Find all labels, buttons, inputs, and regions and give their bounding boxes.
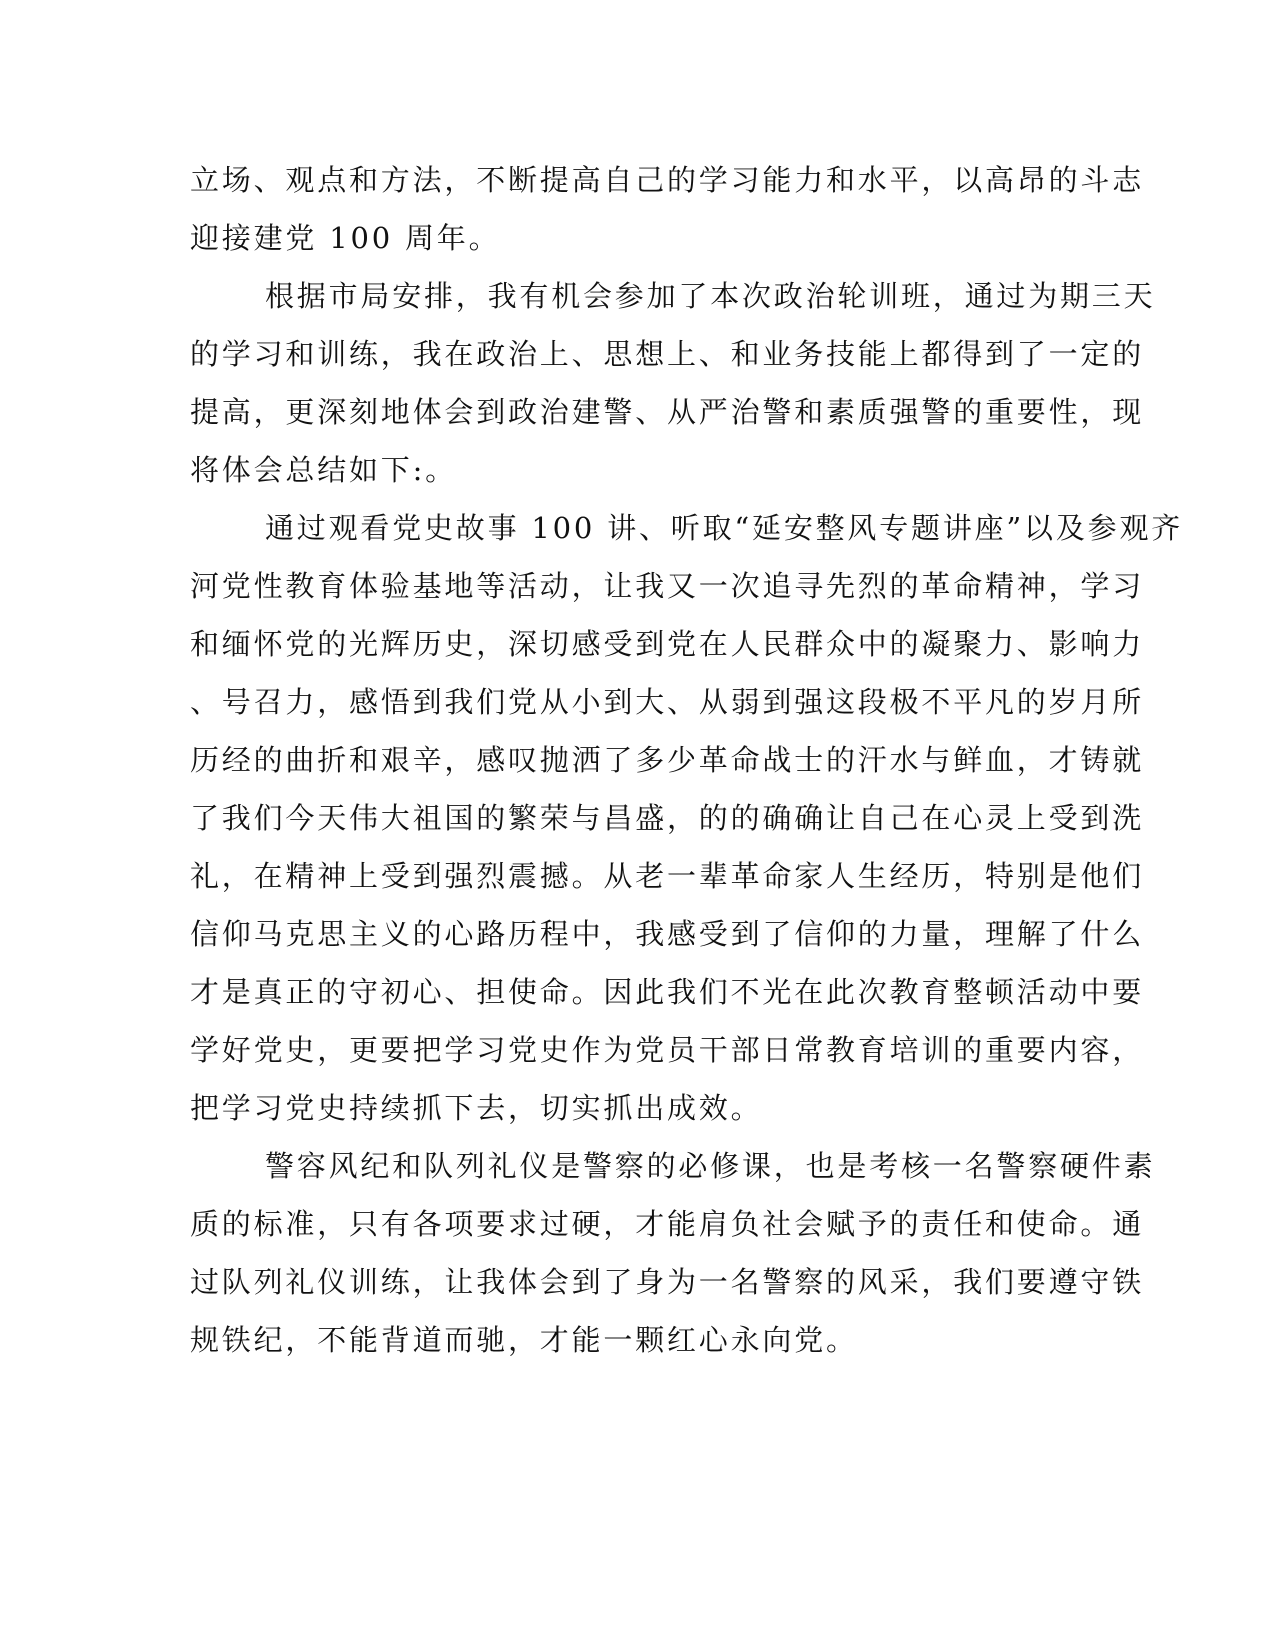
text-line: 提高，更深刻地体会到政治建警、从严治警和素质强警的重要性，现 — [190, 395, 1145, 429]
text-line: 规铁纪，不能背道而驰，才能一颗红心永向党。 — [190, 1323, 858, 1357]
text-line: 将体会总结如下:。 — [190, 453, 457, 487]
text-line: 信仰马克思主义的心路历程中，我感受到了信仰的力量，理解了什么 — [190, 917, 1145, 951]
text-line: 历经的曲折和艰辛，感叹抛洒了多少革命战士的汗水与鲜血，才铸就 — [190, 743, 1145, 777]
text-line: 把学习党史持续抓下去，切实抓出成效。 — [190, 1091, 763, 1125]
text-line: 礼，在精神上受到强烈震撼。从老一辈革命家人生经历，特别是他们 — [190, 859, 1145, 893]
text-line: 河党性教育体验基地等活动，让我又一次追寻先烈的革命精神，学习 — [190, 569, 1145, 603]
text-line: 才是真正的守初心、担使命。因此我们不光在此次教育整顿活动中要 — [190, 975, 1145, 1009]
text-line: 迎接建党 100 周年。 — [190, 221, 501, 255]
text-line: 的学习和训练，我在政治上、思想上、和业务技能上都得到了一定的 — [190, 337, 1145, 371]
text-line: 质的标准，只有各项要求过硬，才能肩负社会赋予的责任和使命。通 — [190, 1207, 1145, 1241]
text-line: 和缅怀党的光辉历史，深切感受到党在人民群众中的凝聚力、影响力 — [190, 627, 1145, 661]
text-line: 、号召力，感悟到我们党从小到大、从弱到强这段极不平凡的岁月所 — [190, 685, 1145, 719]
paragraph-start-line: 根据市局安排，我有机会参加了本次政治轮训班，通过为期三天 — [265, 279, 1156, 313]
text-line: 了我们今天伟大祖国的繁荣与昌盛，的的确确让自己在心灵上受到洗 — [190, 801, 1145, 835]
paragraph-start-line: 通过观看党史故事 100 讲、听取“延安整风专题讲座”以及参观齐 — [265, 511, 1184, 545]
paragraph-start-line: 警容风纪和队列礼仪是警察的必修课，也是考核一名警察硬件素 — [265, 1149, 1156, 1183]
text-line: 学好党史，更要把学习党史作为党员干部日常教育培训的重要内容， — [190, 1033, 1145, 1067]
text-line: 立场、观点和方法，不断提高自己的学习能力和水平，以高昂的斗志 — [190, 163, 1145, 197]
text-line: 过队列礼仪训练，让我体会到了身为一名警察的风采，我们要遵守铁 — [190, 1265, 1145, 1299]
